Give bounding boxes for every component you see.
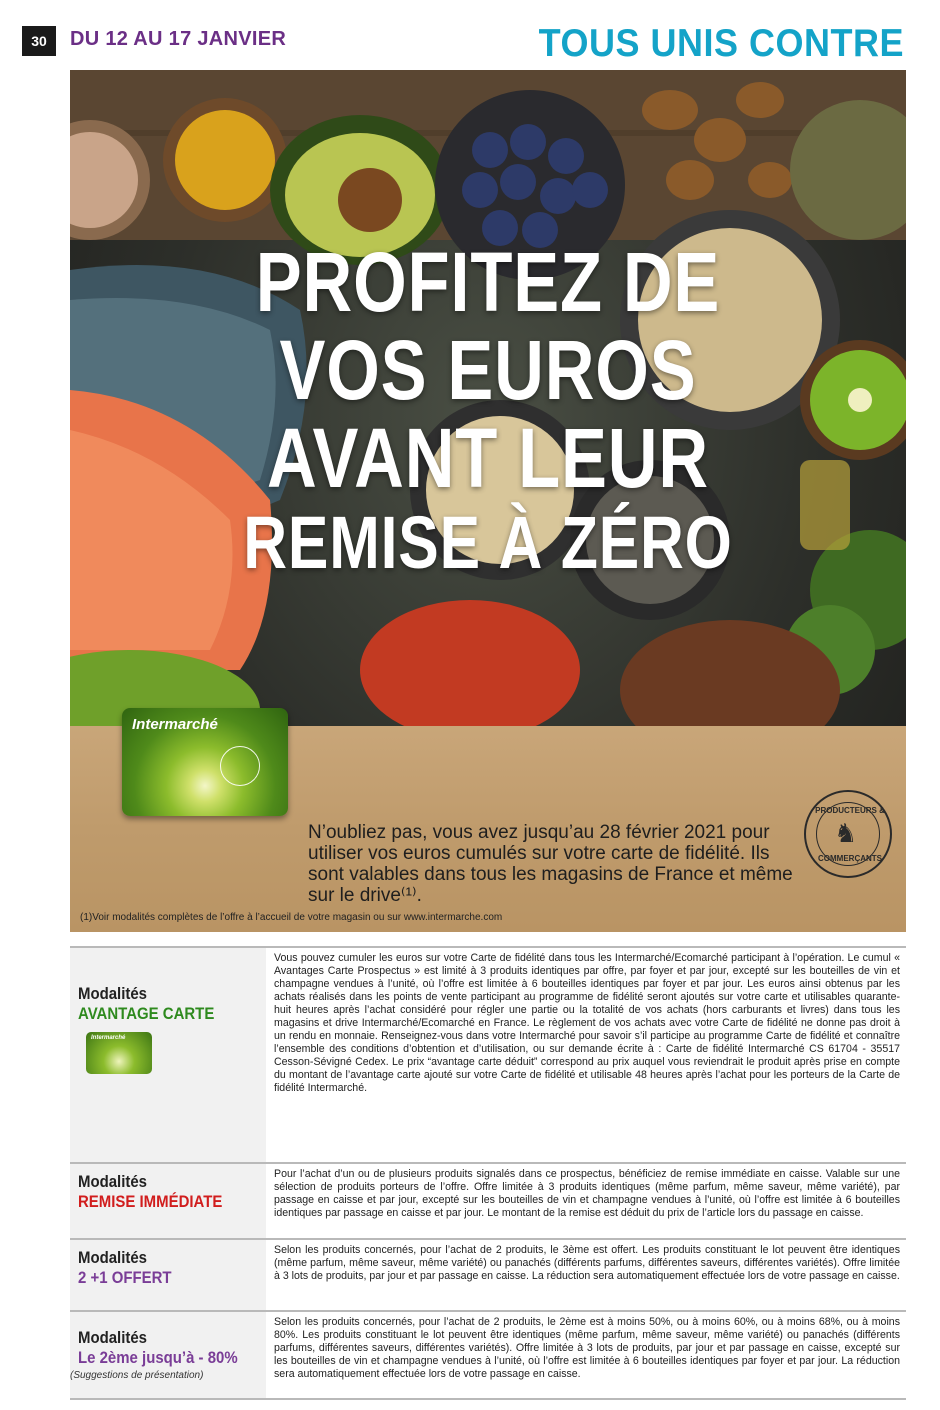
mini-loyalty-card-icon: Intermarché <box>86 1032 152 1074</box>
presentation-note: (Suggestions de présentation) <box>70 1370 204 1381</box>
modalite-label: Modalités <box>78 1248 147 1267</box>
modalite-type: REMISE IMMÉDIATE <box>78 1192 223 1211</box>
modalite-label: Modalités <box>78 1172 147 1191</box>
headline-line-1: PROFITEZ DE <box>255 235 721 329</box>
modalites-table <box>70 946 906 1400</box>
card-brand-logo: Intermarché <box>132 716 218 733</box>
headline <box>70 235 906 584</box>
modalite-text: Vous pouvez cumuler les euros sur votre Carte de fidélité dans tous les Intermarché/Ecomarché participant à l’opération. Le cumul « Avantages Carte Prospectus » est limité à 3 produits identiques par offre, par foyer et par jour, excepté sur les bouteilles de vin et champagne vendues à l’unité, où l’offre est limitée à 6 bouteilles identiques par foyer et par jour. Les euros ainsi obtenus par les achats réalisés dans les points de vente participant au programme de fidélité seront ajoutés sur votre carte et utilisables quarante-huit heures après l’achat considéré pour régler une partie ou la totalité de vos achats (hors carburants et livres) dans tous les magasins et drive Intermarché/Ecomarché en France. Le règlement de vos achats avec votre Carte de fidélité ne donne pas droit à un rendu en monnaie. Renseignez-vous dans votre Intermarché pour savoir s’il participe au programme Carte de fidélité et connaître l’ensemble des conditions d’obtention et d’utilisation, ou sur demande écrite à : Carte de fidélité Intermarché CS 61704 - 35517 Cesson-Sévigné Cedex. Le prix “avantage carte déduit” correspond au prix auquel vous reviendrait le produit après prise en compte du montant de l’avantage carte ajouté sur votre Carte de fidélité et utilisable 48 heures après l’achat pour les porteurs de la Carte de fidélité Intermarché. <box>274 952 900 1094</box>
headline-line-2: VOS EUROS <box>279 323 697 417</box>
modalite-text: Selon les produits concernés, pour l’achat de 2 produits, le 3ème est offert. Les produits constituant le lot peuvent être identiques (même parfum, même saveur, même variété) ou panachés (différents parfums, différentes saveurs, différentes variétés). Offre limitée à 3 lots de produits, par jour et par passage en caisse. La réduction sera automatiquement effectuée lors de votre passage en caisse. <box>274 1244 900 1282</box>
date-range: DU 12 AU 17 JANVIER <box>70 28 287 50</box>
headline-line-3: AVANT LEUR <box>267 411 709 505</box>
modalite-2eme-80 <box>70 1310 906 1398</box>
modalite-2-plus-1 <box>70 1238 906 1310</box>
producteurs-seal <box>804 790 892 878</box>
terms-note: (1)Voir modalités complètes de l’offre à l’accueil de votre magasin ou sur www.intermarche.com <box>80 912 503 923</box>
modalite-type: Le 2ème jusqu’à - 80% <box>78 1348 238 1367</box>
hero-banner <box>70 70 906 932</box>
modalite-text: Pour l’achat d’un ou de plusieurs produits signalés dans ce prospectus, bénéficiez de remise immédiate en caisse. Valable sur une sélection de produits porteurs de l’offre. Offre limitée à 3 produits identiques (même parfum, même saveur, même variété), par passage en caisse et par jour, excepté sur les bouteilles de vin et champagne vendues à l’unité, où l’offre est limitée à 6 bouteilles identiques par passage en caisse et par jour. Le montant de la remise est déduit du prix de l’article lors du passage en caisse. <box>274 1168 900 1219</box>
modalite-remise-immediate <box>70 1162 906 1238</box>
modalite-label: Modalités <box>78 1328 147 1347</box>
header-title: TOUS UNIS CONTRE <box>538 20 904 65</box>
loyalty-message: N’oubliez pas, vous avez jusqu’au 28 février 2021 pour utiliser vos euros cumulés sur votre carte de fidélité. Ils sont valables dans tous les magasins de France et même sur le drive⁽¹⁾. <box>308 822 793 906</box>
card-seal-icon <box>220 746 260 786</box>
modalite-label: Modalités <box>78 984 147 1003</box>
modalite-type: AVANTAGE CARTE <box>78 1004 215 1023</box>
page-number: 30 <box>22 26 56 56</box>
modalite-avantage-carte <box>70 946 906 1162</box>
modalite-type: 2 +1 OFFERT <box>78 1268 172 1287</box>
headline-line-4: REMISE À ZÉRO <box>243 501 733 584</box>
seal-bottom-text: COMMERÇANTS <box>818 854 882 863</box>
seal-top-text: PRODUCTEURS & <box>815 806 885 815</box>
loyalty-card-image <box>122 708 288 816</box>
modalite-text: Selon les produits concernés, pour l’achat de 2 produits, le 2ème est à moins 50%, ou à moins 60%, ou à moins 68%, ou à moins 80%. Les produits constituant le lot peuvent être identiques (même parfum, même saveur, même variété) ou panachés (différents parfums, différentes saveurs, différentes variétés). Offre limitée à 3 lots de produits, par jour et par passage en caisse, excepté sur les bouteilles de vin et champagne vendues à l’unité, où l’offre est limitée à 6 bouteilles identiques par foyer et par jour. La réduction sera automatiquement effectuée lors de votre passage en caisse. <box>274 1316 900 1380</box>
runner-icon: ♞ <box>834 818 858 848</box>
